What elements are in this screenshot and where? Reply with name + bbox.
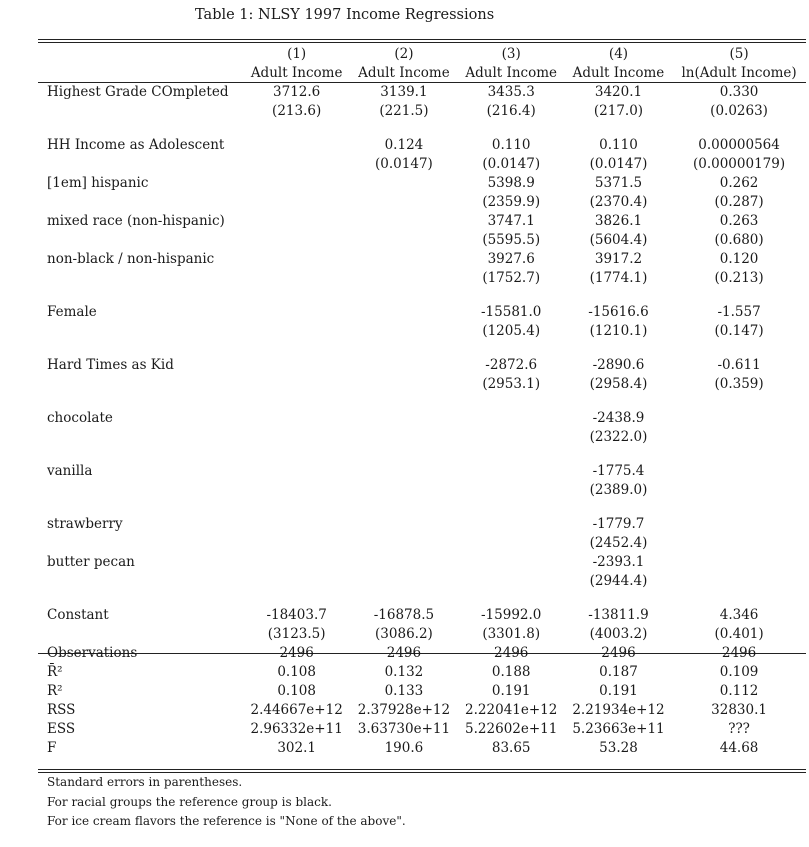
standard-error-value: (0.0263) (710, 103, 768, 119)
standard-error-value: (216.4) (486, 103, 536, 119)
coefficient-value: 0.330 (719, 84, 759, 100)
variable-label-blank (38, 155, 243, 174)
column-number: (4) (608, 46, 629, 62)
variable-label: strawberry (47, 516, 123, 532)
coefficient-value (458, 515, 565, 534)
standard-error-value: (0.147) (714, 323, 764, 339)
standard-error-value (243, 375, 350, 394)
coefficient-value (672, 515, 806, 534)
variable-label: butter pecan (47, 554, 135, 570)
coefficient-row (38, 83, 806, 102)
standard-error-value (243, 534, 350, 553)
standard-error-value: (0.0147) (375, 156, 433, 172)
variable-label-blank (38, 193, 243, 212)
coefficient-value (458, 553, 565, 572)
statistic-value: 0.191 (491, 683, 531, 699)
standard-error-value (243, 155, 350, 174)
standard-error-value: (2359.9) (482, 194, 541, 210)
coefficient-row (38, 515, 806, 534)
standard-error-value: (0.287) (714, 194, 764, 210)
coefficient-value: 0.110 (491, 137, 531, 153)
variable-label-blank (38, 534, 243, 553)
statistic-value: 5.23663e+11 (572, 721, 665, 737)
standard-error-value (458, 428, 565, 447)
variable-label: mixed race (non-hispanic) (47, 213, 225, 229)
statistic-label: RSS (47, 702, 76, 718)
standard-error-value (458, 481, 565, 500)
coefficient-value: 5398.9 (487, 175, 535, 191)
statistic-value: 2.37928e+12 (357, 702, 451, 718)
standard-error-value: (0.401) (714, 626, 764, 642)
coefficient-row (38, 356, 806, 375)
standard-error-value (243, 269, 350, 288)
statistic-value: 302.1 (277, 740, 316, 756)
variable-label-blank (38, 625, 243, 644)
note-racial-reference: For racial groups the reference group is black. (47, 795, 332, 809)
coefficient-value (243, 136, 350, 155)
spacer-cell (38, 394, 806, 409)
spacer-cell (38, 121, 806, 136)
coefficient-value (243, 303, 350, 322)
statistic-value: 2.96332e+11 (250, 721, 343, 737)
statistic-label: R̄² (47, 664, 63, 680)
standard-error-row (38, 625, 806, 644)
statistic-value: 0.187 (599, 664, 638, 680)
statistic-value: 0.109 (719, 664, 759, 680)
statistic-value: 0.108 (277, 683, 316, 699)
standard-error-value: (2958.4) (589, 376, 648, 392)
statistic-label: Observations (47, 645, 138, 661)
standard-error-value: (0.00000179) (692, 156, 786, 172)
standard-error-value (672, 481, 806, 500)
coefficient-value (672, 409, 806, 428)
coefficient-row (38, 136, 806, 155)
column-number-row (38, 45, 806, 64)
coefficient-value (350, 212, 457, 231)
column-number: (1) (287, 46, 307, 62)
coefficient-value (350, 303, 457, 322)
standard-error-value: (0.359) (714, 376, 764, 392)
coefficient-value (672, 553, 806, 572)
statistic-value: 0.188 (491, 664, 531, 680)
statistic-value: 0.112 (719, 683, 759, 699)
statistic-value: 0.108 (277, 664, 316, 680)
standard-error-value (458, 572, 565, 591)
coefficient-value (350, 409, 457, 428)
spacer-row (38, 288, 806, 303)
coefficient-row (38, 409, 806, 428)
standard-error-value: (1205.4) (482, 323, 541, 339)
coefficient-value: 4.346 (719, 607, 759, 623)
standard-error-value (243, 193, 350, 212)
statistic-value: ??? (728, 721, 750, 737)
standard-error-value: (2370.4) (589, 194, 648, 210)
variable-label: Hard Times as Kid (47, 357, 174, 373)
variable-label-blank (38, 269, 243, 288)
standard-error-value: (2953.1) (482, 376, 541, 392)
variable-label: Highest Grade COmpleted (47, 84, 229, 100)
standard-error-value (350, 269, 457, 288)
statistic-value: 44.68 (719, 740, 759, 756)
coefficient-row (38, 174, 806, 193)
standard-error-value: (5604.4) (589, 232, 648, 248)
coefficient-value: 0.110 (599, 137, 638, 153)
coefficient-row (38, 250, 806, 269)
table-caption: Table 1: NLSY 1997 Income Regressions (195, 7, 495, 23)
variable-label-blank (38, 572, 243, 591)
statistic-value: 83.65 (491, 740, 531, 756)
standard-error-value (350, 481, 457, 500)
column-number: (5) (729, 46, 749, 62)
coefficient-row (38, 606, 806, 625)
column-number: (3) (501, 46, 521, 62)
coefficient-value: -2438.9 (592, 410, 645, 426)
standard-error-value (350, 534, 457, 553)
coefficient-value: -1779.7 (592, 516, 645, 532)
coefficient-value (458, 409, 565, 428)
standard-error-value: (3086.2) (375, 626, 433, 642)
coefficient-value: -1.557 (717, 304, 761, 320)
regression-table (38, 45, 806, 758)
coefficient-value: 3435.3 (487, 84, 535, 100)
standard-error-value: (0.680) (714, 232, 764, 248)
variable-label-blank (38, 231, 243, 250)
variable-label: chocolate (47, 410, 113, 426)
standard-error-row (38, 193, 806, 212)
coefficient-value: 3712.6 (273, 84, 321, 100)
standard-error-value: (2322.0) (589, 429, 648, 445)
coefficient-value: -15992.0 (481, 607, 542, 623)
standard-error-row (38, 322, 806, 341)
standard-error-value: (213.6) (272, 103, 322, 119)
variable-label: non-black / non-hispanic (47, 251, 215, 267)
spacer-row (38, 341, 806, 356)
dependent-variable: ln(Adult Income) (681, 65, 797, 81)
spacer-row (38, 394, 806, 409)
coefficient-value: -1775.4 (592, 463, 645, 479)
standard-error-value: (4003.2) (589, 626, 648, 642)
statistic-value: 0.191 (599, 683, 638, 699)
standard-error-value: (2389.0) (589, 482, 648, 498)
standard-error-value: (2944.4) (589, 573, 648, 589)
coefficient-value: 3927.6 (487, 251, 535, 267)
standard-error-value (350, 322, 457, 341)
standard-error-value: (3123.5) (267, 626, 326, 642)
standard-error-row (38, 572, 806, 591)
coefficient-value (243, 553, 350, 572)
coefficient-row (38, 212, 806, 231)
statistic-value: 3.63730e+11 (357, 721, 451, 737)
coefficient-value (458, 462, 565, 481)
coefficient-value: 3420.1 (594, 84, 643, 100)
coefficient-value: 3139.1 (380, 84, 428, 100)
variable-label-blank (38, 102, 243, 121)
statistic-row (38, 663, 806, 682)
statistic-label: R² (47, 683, 63, 699)
standard-error-value: (0.0147) (589, 156, 648, 172)
standard-error-value: (3301.8) (482, 626, 541, 642)
standard-error-row (38, 534, 806, 553)
standard-error-row (38, 269, 806, 288)
variable-label: vanilla (47, 463, 93, 479)
variable-label: HH Income as Adolescent (47, 137, 225, 153)
statistic-value: 2496 (721, 645, 757, 661)
coefficient-value: -13811.9 (588, 607, 649, 623)
coefficient-value (243, 212, 350, 231)
standard-error-value (243, 428, 350, 447)
coefficient-value (350, 250, 457, 269)
top-rule-2 (38, 42, 806, 43)
coefficient-value (350, 174, 457, 193)
statistic-row (38, 644, 806, 663)
statistic-value: 190.6 (384, 740, 424, 756)
coefficient-value: -15616.6 (588, 304, 649, 320)
coefficient-value (243, 356, 350, 375)
statistic-value: 53.28 (599, 740, 638, 756)
coefficient-value (350, 462, 457, 481)
coefficient-value: 5371.5 (594, 175, 643, 191)
statistic-value: 2496 (279, 645, 314, 661)
standard-error-value (350, 375, 457, 394)
coefficient-value (350, 515, 457, 534)
note-flavor-reference: For ice cream flavors the reference is "None of the above". (47, 814, 406, 828)
variable-label: [1em] hispanic (47, 175, 149, 191)
standard-error-value (243, 231, 350, 250)
standard-error-value (243, 322, 350, 341)
spacer-row (38, 447, 806, 462)
coefficient-value: 3826.1 (594, 213, 643, 229)
coefficient-value (243, 515, 350, 534)
coefficient-value: 0.263 (719, 213, 759, 229)
standard-error-row (38, 481, 806, 500)
standard-error-row (38, 155, 806, 174)
statistic-row (38, 720, 806, 739)
coefficient-value (350, 553, 457, 572)
coefficient-value (243, 174, 350, 193)
spacer-cell (38, 341, 806, 356)
dependent-variable: Adult Income (250, 65, 343, 81)
coefficient-value: 0.120 (719, 251, 759, 267)
spacer-cell (38, 447, 806, 462)
column-number: (2) (394, 46, 414, 62)
variable-label-blank (38, 481, 243, 500)
dependent-variable: Adult Income (572, 65, 665, 81)
coefficient-value: 0.124 (384, 137, 424, 153)
dependent-variable: Adult Income (465, 65, 558, 81)
statistic-value: 2.22041e+12 (465, 702, 558, 718)
standard-error-value: (1210.1) (589, 323, 648, 339)
standard-error-value: (0.0147) (482, 156, 541, 172)
statistic-value: 2496 (494, 645, 529, 661)
dependent-variable-row (38, 64, 806, 83)
coefficient-value: -18403.7 (266, 607, 327, 623)
variable-label-blank (38, 428, 243, 447)
bottom-rule-2 (38, 772, 806, 773)
spacer-row (38, 591, 806, 606)
standard-error-value (458, 534, 565, 553)
coefficient-value (243, 250, 350, 269)
coefficient-value: -16878.5 (373, 607, 435, 623)
standard-error-value: (2452.4) (589, 535, 648, 551)
standard-error-value: (5595.5) (482, 232, 541, 248)
statistic-label: F (47, 740, 57, 756)
statistic-row (38, 682, 806, 701)
standard-error-value: (217.0) (593, 103, 644, 119)
spacer-cell (38, 591, 806, 606)
top-rule-1 (38, 39, 806, 40)
variable-label-blank (38, 322, 243, 341)
coefficient-value (243, 409, 350, 428)
standard-error-value: (1774.1) (589, 270, 648, 286)
coefficient-value: -2393.1 (592, 554, 645, 570)
standard-error-row (38, 428, 806, 447)
variable-label-blank (38, 375, 243, 394)
standard-error-value (672, 428, 806, 447)
standard-error-value: (1752.7) (482, 270, 541, 286)
spacer-cell (38, 500, 806, 515)
note-standard-errors: Standard errors in parentheses. (47, 775, 243, 789)
spacer-cell (38, 288, 806, 303)
statistic-value: 2496 (601, 645, 636, 661)
statistic-row (38, 701, 806, 720)
coefficient-value: 0.00000564 (698, 137, 780, 153)
coefficient-row (38, 553, 806, 572)
standard-error-value (243, 572, 350, 591)
statistic-value: 2496 (386, 645, 422, 661)
coefficient-value: 0.262 (719, 175, 759, 191)
standard-error-value: (221.5) (379, 103, 429, 119)
coefficient-value: -2872.6 (485, 357, 538, 373)
statistic-value: 0.132 (384, 664, 424, 680)
bottom-rule-1 (38, 769, 806, 770)
coefficient-value: -0.611 (717, 357, 761, 373)
coefficient-value: 3747.1 (487, 213, 535, 229)
variable-label: Constant (47, 607, 109, 623)
standard-error-row (38, 231, 806, 250)
standard-error-value (350, 231, 457, 250)
coefficient-row (38, 303, 806, 322)
standard-error-value (243, 481, 350, 500)
coefficient-value (243, 462, 350, 481)
statistic-value: 2.21934e+12 (572, 702, 665, 718)
header-blank (38, 45, 243, 64)
coefficient-value (672, 462, 806, 481)
regression-table-body (38, 45, 806, 758)
spacer-row (38, 500, 806, 515)
coefficient-value: 3917.2 (594, 251, 643, 267)
coefficient-value: -2890.6 (592, 357, 645, 373)
coefficient-row (38, 462, 806, 481)
standard-error-value (672, 534, 806, 553)
statistic-value: 32830.1 (711, 702, 767, 718)
statistic-label: ESS (47, 721, 76, 737)
variable-label: Female (47, 304, 97, 320)
coefficient-value: -15581.0 (481, 304, 542, 320)
coefficient-value (350, 356, 457, 375)
standard-error-value (350, 193, 457, 212)
standard-error-value (350, 572, 457, 591)
statistic-row (38, 739, 806, 758)
dependent-variable: Adult Income (358, 65, 450, 81)
standard-error-value: (0.213) (714, 270, 764, 286)
spacer-row (38, 121, 806, 136)
statistic-value: 5.22602e+11 (465, 721, 558, 737)
header-blank (38, 64, 243, 83)
standard-error-value (350, 428, 457, 447)
statistic-value: 2.44667e+12 (250, 702, 343, 718)
standard-error-row (38, 375, 806, 394)
standard-error-row (38, 102, 806, 121)
statistic-value: 0.133 (384, 683, 424, 699)
standard-error-value (672, 572, 806, 591)
